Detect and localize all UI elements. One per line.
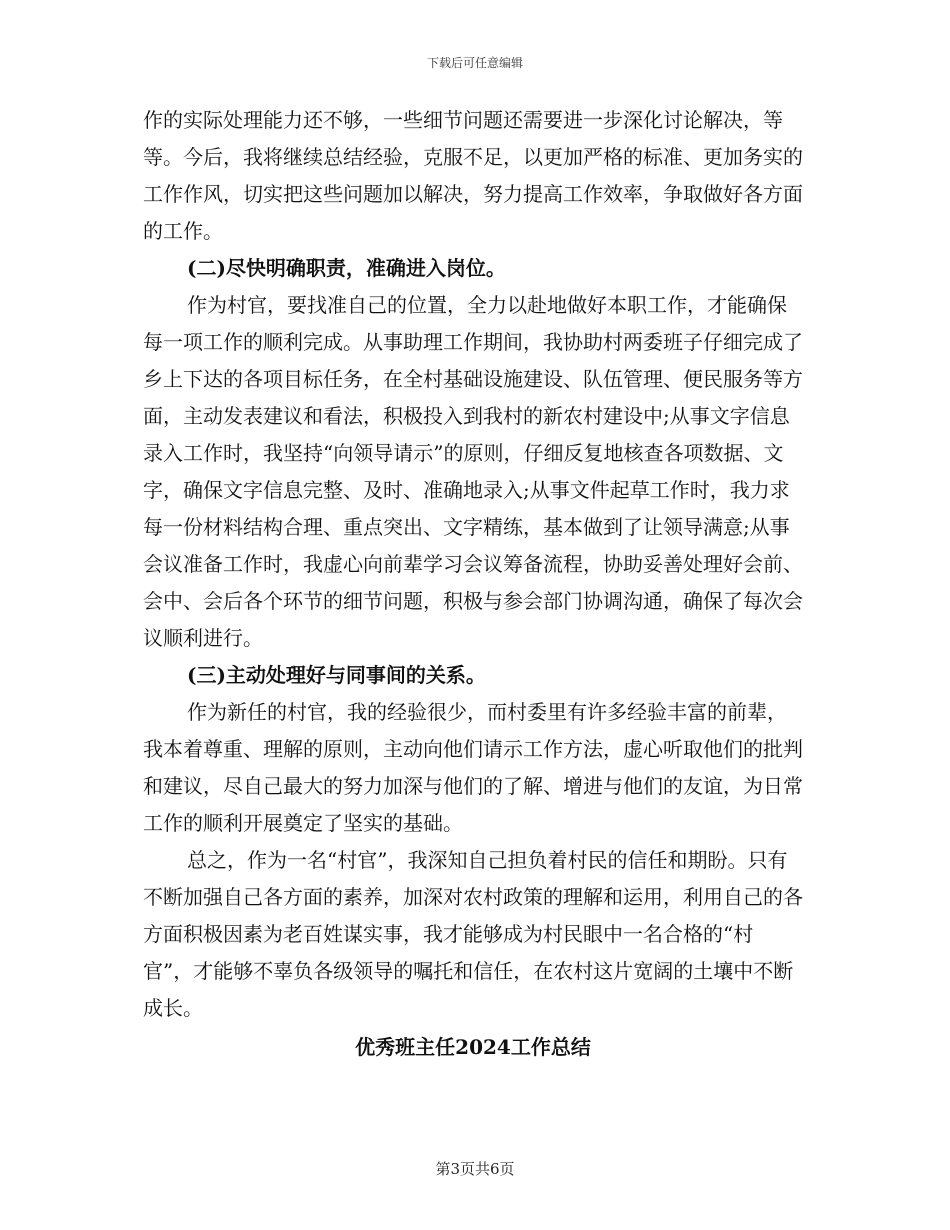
paragraph-continued: 作的实际处理能力还不够，一些细节问题还需要进一步深化讨论解决，等等。今后，我将继续总结经验，克服不足，以更加严格的标准、更加务实的工作作风，切实把这些问题加以解决，努力提高工作效率，争取做好各方面的工作。 (143, 108, 803, 243)
document-body (143, 102, 803, 1066)
page-header: 下载后可任意编辑 (426, 56, 523, 70)
section-heading-2: (二)尽快明确职责，准确进入岗位。 (187, 256, 506, 280)
section-heading-3: (三)主动处理好与同事间的关系。 (187, 663, 486, 687)
next-document-title: 优秀班主任2024工作总结 (355, 1035, 591, 1059)
paragraph-colleagues: 作为新任的村官，我的经验很少，而村委里有许多经验丰富的前辈，我本着尊重、理解的原则，主动向他们请示工作方法，虚心听取他们的批判和建议，尽自己最大的努力加深与他们的了解、增进与他们的友谊，为日常工作的顺利开展奠定了坚实的基础。 (143, 700, 803, 835)
paragraph-duties: 作为村官，要找准自己的位置，全力以赴地做好本职工作，才能确保每一项工作的顺利完成。从事助理工作期间，我协助村两委班子仔细完成了乡上下达的各项目标任务，在全村基础设施建设、队伍管理、便民服务等方面，主动发表建议和看法，积极投入到我村的新农村建设中;从事文字信息录入工作时，我坚持“向领导请示”的原则，仔细反复地核查各项数据、文字，确保文字信息完整、及时、准确地录入;从事文件起草工作时，我力求每一份材料结构合理、重点突出、文字精练，基本做到了让领导满意;从事会议准备工作时，我虚心向前辈学习会议筹备流程，协助妥善处理好会前、会中、会后各个环节的细节问题，积极与参会部门协调沟通，确保了每次会议顺利进行。 (143, 293, 803, 650)
paragraph-conclusion: 总之，作为一名“村官”，我深知自己担负着村民的信任和期盼。只有不断加强自己各方面的素养，加深对农村政策的理解和运用，利用自己的各方面积极因素为老百姓谋实事，我才能够成为村民眼中一名合格的“村官”，才能够不辜负各级领导的嘱托和信任，在农村这片宽阔的土壤中不断成长。 (143, 848, 803, 1020)
page-footer: 第3页共6页 (435, 1160, 515, 1178)
